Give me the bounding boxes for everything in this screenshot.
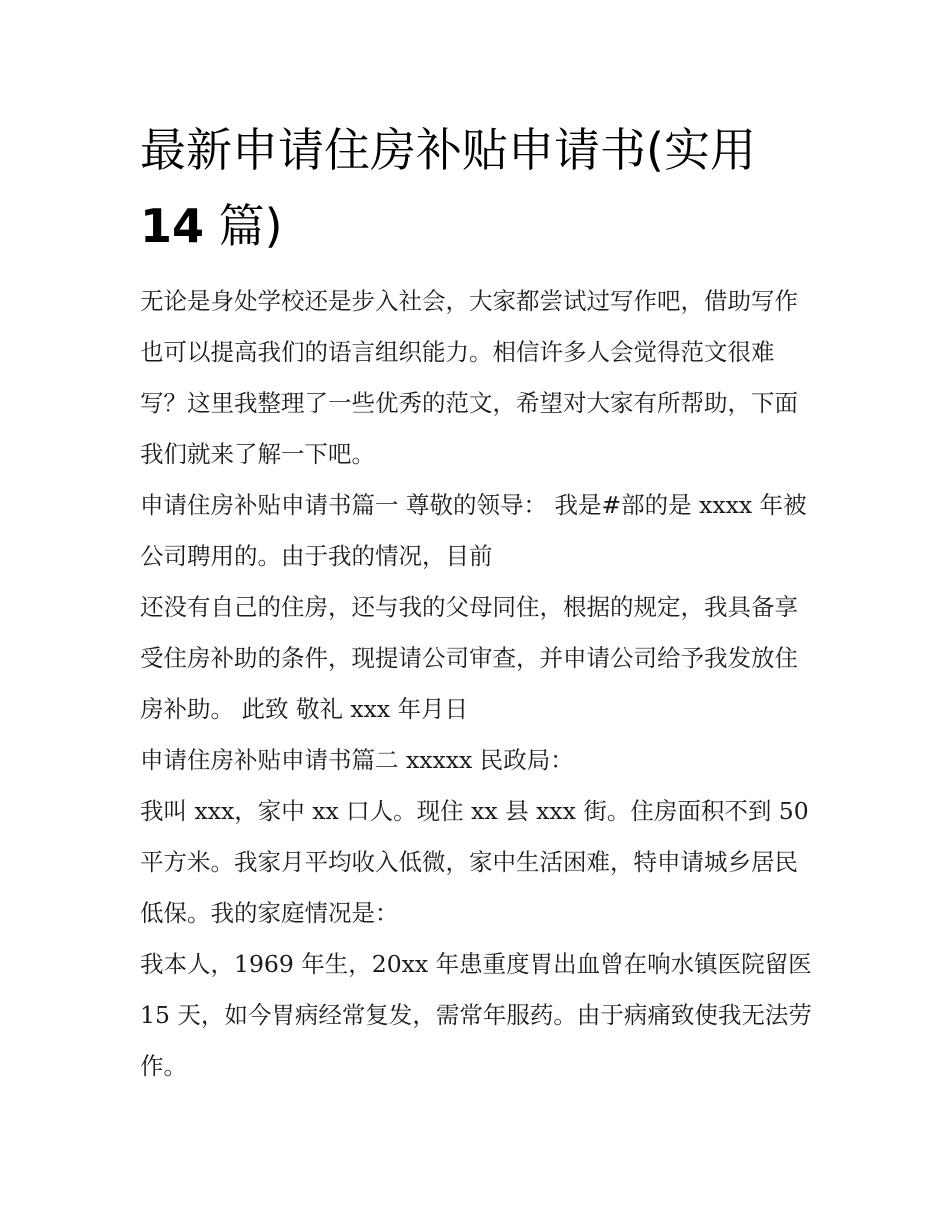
paragraph-intro: 无论是身处学校还是步入社会，大家都尝试过写作吧，借助写作也可以提高我们的语言组织能力。相信许多人会觉得范文很难写？这里我整理了一些优秀的范文，希望对大家有所帮助，下面我们就来了解一下吧。 bbox=[140, 287, 798, 468]
paragraph-article-2-details: 我本人，1969 年生，20xx 年患重度胃出血曾在响水镇医院留医 15 天，如今胃病经常复发，需常年服药。由于病痛致使我无法劳作。 bbox=[140, 950, 812, 1080]
title-number: 14 bbox=[140, 199, 205, 253]
title-line-1: 最新申请住房补贴申请书(实用 bbox=[140, 123, 756, 177]
paragraph-article-2-body: 我叫 xxx，家中 xx 口人。现住 xx 县 xxx 街。住房面积不到 50 平方米。我家月平均收入低微，家中生活困难，特申请城乡居民低保。我的家庭情况是： bbox=[140, 797, 809, 927]
paragraph-article-1-body: 还没有自己的住房，还与我的父母同住，根据的规定，我具备享受住房补助的条件，现提请公司审查，并申请公司给予我发放住房补助。 此致 敬礼 xxx 年月日 bbox=[140, 593, 798, 723]
title-suffix: 篇) bbox=[204, 199, 283, 253]
paragraph-article-2-heading: 申请住房补贴申请书篇二 xxxxx 民政局： bbox=[140, 746, 574, 774]
document-body bbox=[140, 276, 820, 1092]
document-title bbox=[140, 112, 820, 264]
paragraph-article-1-heading: 申请住房补贴申请书篇一 尊敬的领导： 我是#部的是 xxxx 年被公司聘用的。由于我的情况，目前 bbox=[140, 491, 807, 570]
